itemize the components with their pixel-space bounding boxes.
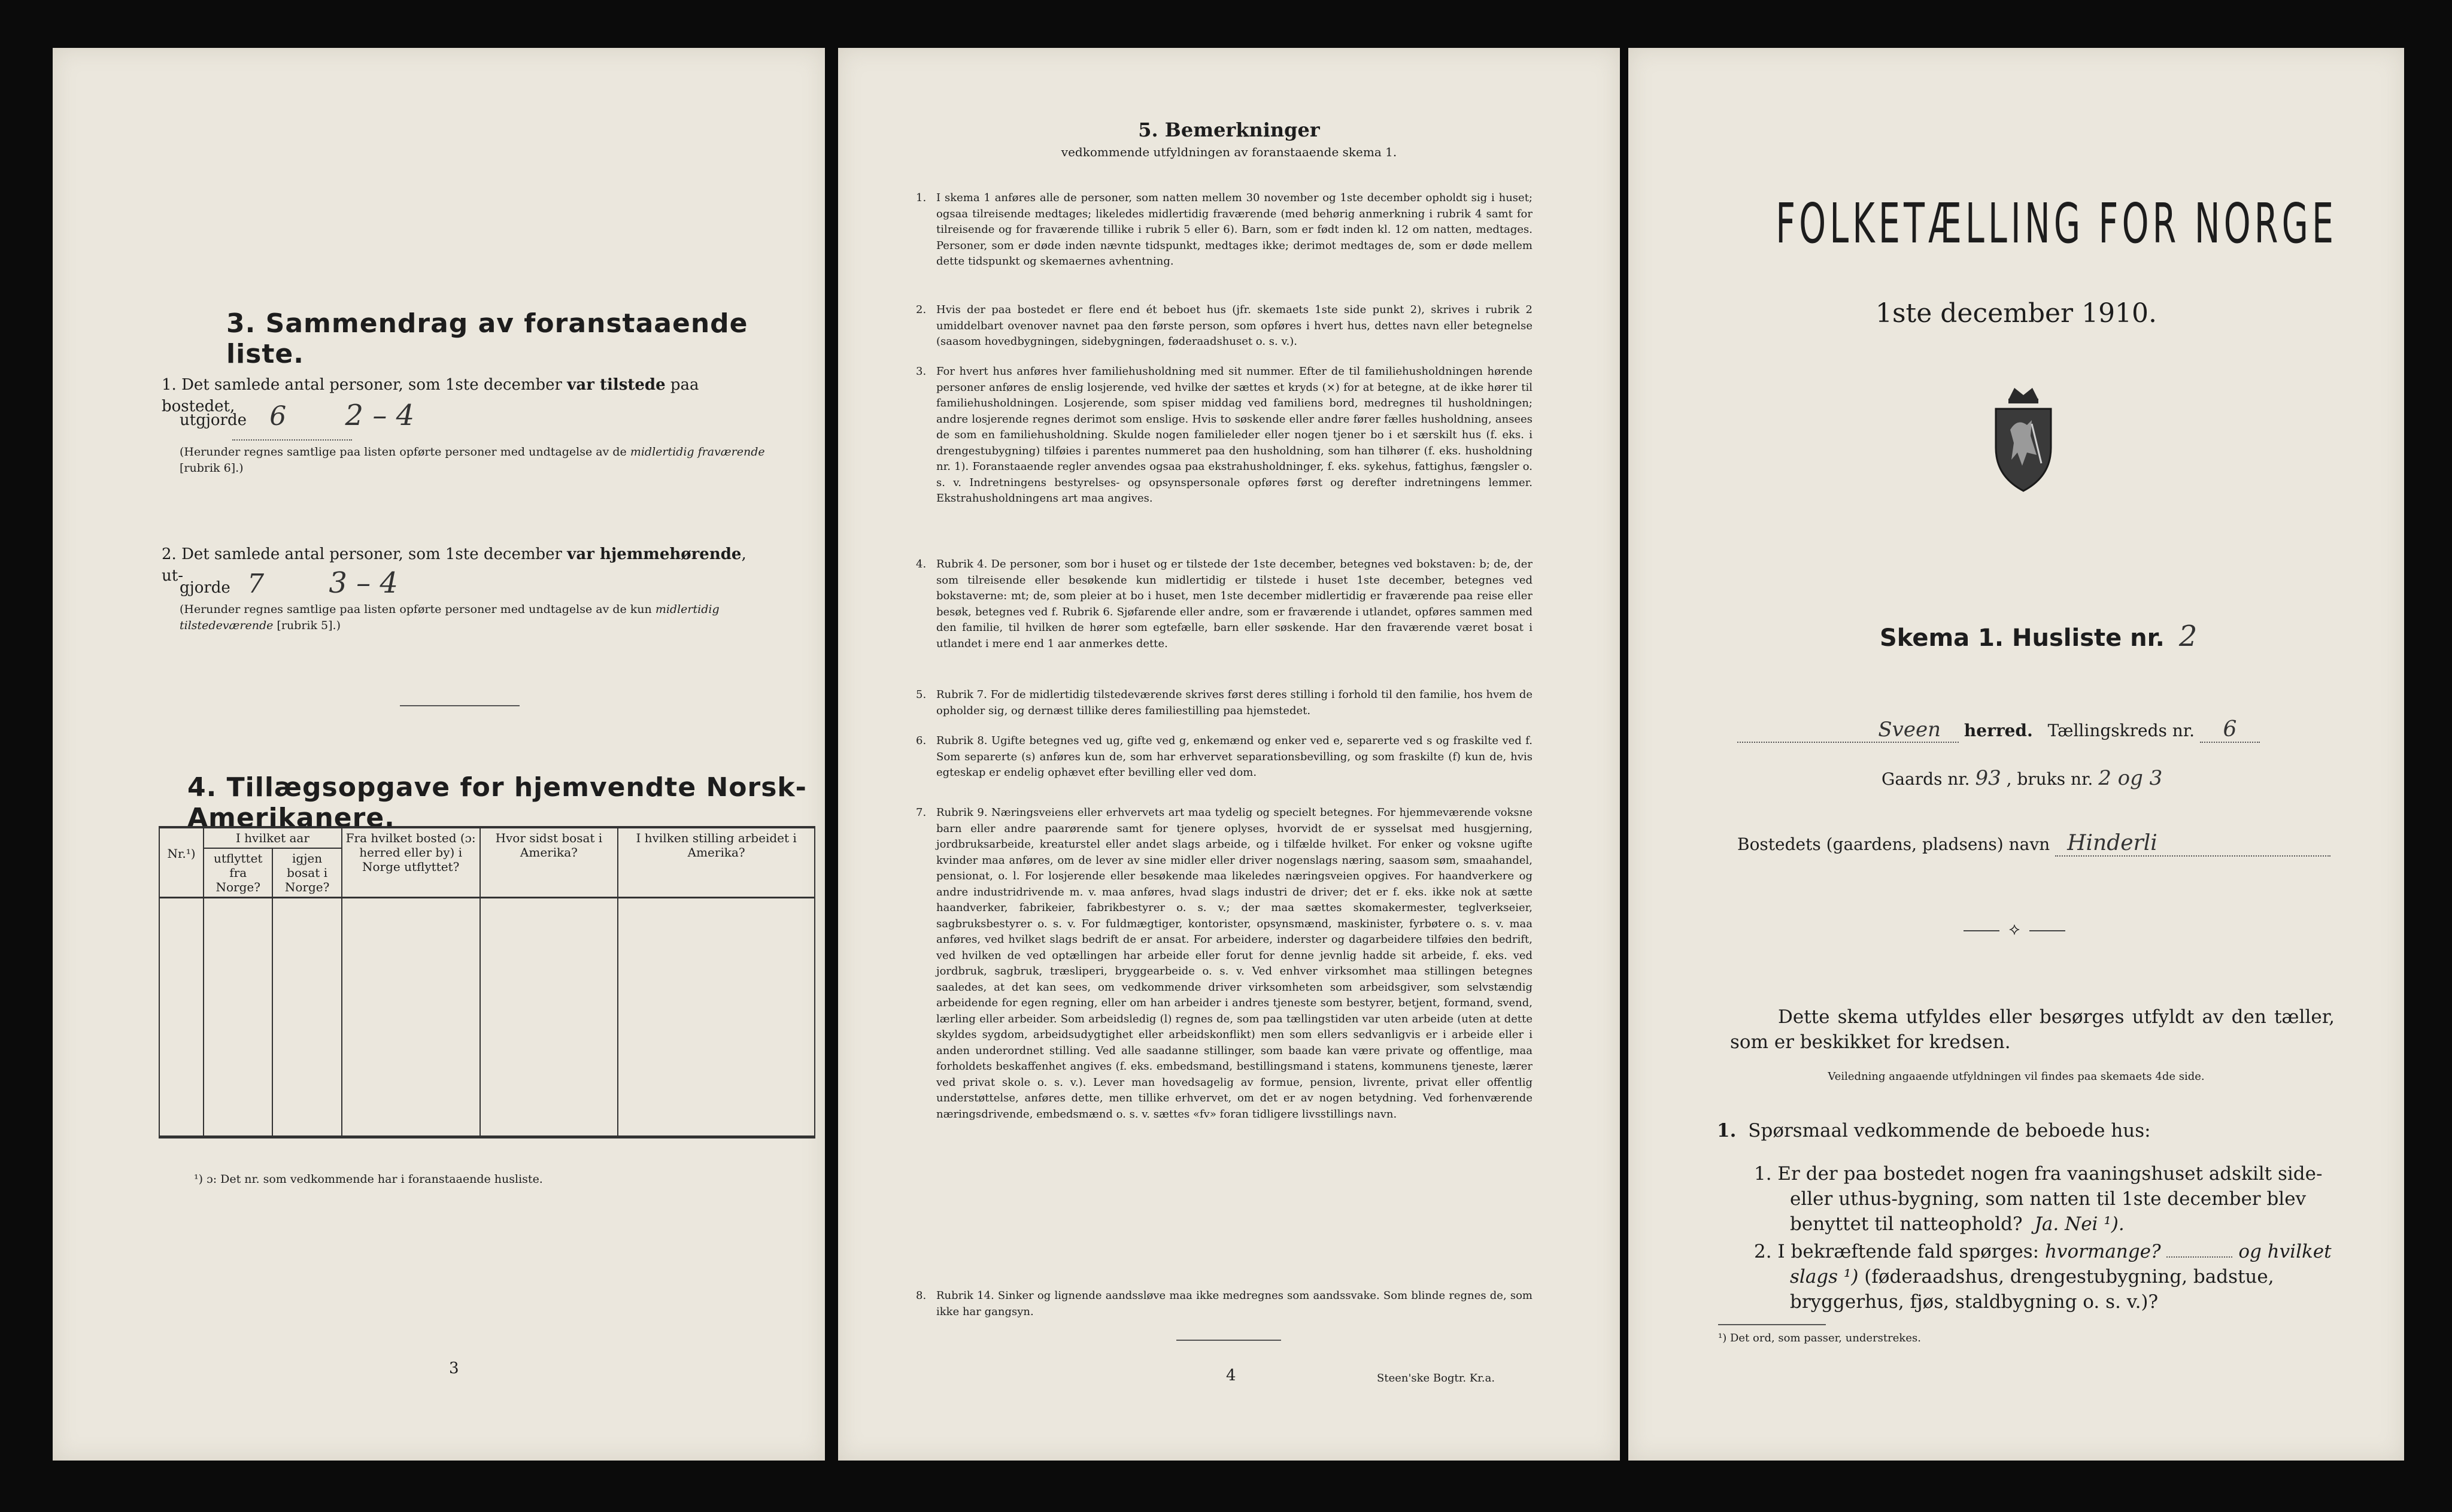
item2-handwritten-total: 7 <box>247 569 265 599</box>
remark-1 <box>916 190 1532 270</box>
remark-number: 2. <box>916 303 927 316</box>
table-cell[interactable] <box>204 898 272 1137</box>
item1-utgjorde-label: utgjorde <box>180 411 247 429</box>
table-footnote: ¹) ɔ: Det nr. som vedkommende har i foranstaaende husliste. <box>194 1173 543 1186</box>
table-cell[interactable] <box>480 898 618 1137</box>
question-heading <box>1717 1118 2151 1143</box>
item2-text: 2. Det samlede antal personer, som 1ste december <box>162 545 568 563</box>
remark-3 <box>916 364 1532 507</box>
col-header-utflyttet: utflyttet fra Norge? <box>204 848 272 898</box>
col-header-nr: Nr.¹) <box>159 827 204 898</box>
item2-utgjorde-line <box>180 566 718 600</box>
kreds-value[interactable]: 6 <box>2223 717 2237 742</box>
question-heading-text: Spørsmaal vedkommende de beboede hus: <box>1748 1120 2151 1141</box>
q2-hvormange: hvormange? <box>2044 1241 2161 1262</box>
q2-text-end: (føderaadshus, drengestubygning, badstue, bryggerhus, fjøs, staldbygning o. s. v.)? <box>1790 1266 2274 1313</box>
col-header-group: I hvilket aar <box>204 827 342 848</box>
remark-text: Rubrik 7. For de midlertidig tilstedeværende skrives først deres stilling i forhold til den familie, hos hvem de opholder sig, og dernæst tillike deres familiestilling paa hjemstedet. <box>936 688 1532 717</box>
remark-7 <box>916 805 1532 1122</box>
item2-note-end: [rubrik 5].) <box>273 619 341 632</box>
skema-line <box>1880 620 2197 653</box>
remark-text: Rubrik 14. Sinker og lignende aandssløve maa ikke medregnes som aandssvake. Som blinde regnes de, som ikke har gangsyn. <box>936 1289 1532 1318</box>
q1-answer-options[interactable]: Ja. Nei ¹). <box>2034 1213 2125 1235</box>
norsk-amerikanere-table <box>159 826 815 1138</box>
table-cell[interactable] <box>272 898 341 1137</box>
herred-line <box>1737 717 2396 743</box>
remark-text: Rubrik 8. Ugifte betegnes ved ug, gifte ved g, enkemænd og enker ved e, separerte ved s og fraskilte ved f. Som separerte (s) anføres kun de, som har erhvervet separationsbevilling, og som fraskilte (f) kun de, hvis egteskap er endelig ophævet efter bevilling eller ved dom. <box>936 734 1532 779</box>
cover-footnote: ¹) Det ord, som passer, understrekes. <box>1718 1332 1921 1344</box>
remark-number: 3. <box>916 365 927 378</box>
remark-8 <box>916 1288 1532 1320</box>
col-header-igjen: igjen bosat i Norge? <box>272 848 341 898</box>
page-4-remarks <box>838 48 1620 1461</box>
remark-number: 8. <box>916 1289 927 1302</box>
remark-4 <box>916 557 1532 652</box>
skema-label: Skema 1. Husliste nr. <box>1880 624 2165 652</box>
remark-text: I skema 1 anføres alle de personer, som natten mellem 30 november og 1ste december opholdt sig i huset; ogsaa tilreisende medtages; likeledes midlertidig fraværende (med behørig anmerkning i rubrik 4 samt for tilreisende og for fraværende tillike i rubrik 5 eller 6). Barn, som er født inden kl. 12 om natten, medtages. Personer, som er døde inden nævnte tidspunkt, medtages ikke; derimot medtages de, som er døde mellem dette tidspunkt og skemaernes avhentning. <box>936 192 1532 268</box>
printer-mark: Steen'ske Bogtr. Kr.a. <box>1377 1372 1495 1385</box>
item2-handwritten-detail: 3 – 4 <box>329 566 398 600</box>
item1-utgjorde-line <box>180 399 718 432</box>
norwegian-coat-of-arms-icon <box>1987 376 2059 496</box>
item1-handwritten-detail: 2 – 4 <box>345 399 415 432</box>
item1-bold: var tilstede <box>567 376 666 394</box>
remark-2 <box>916 302 1532 350</box>
remark-text: Hvis der paa bostedet er flere end ét beboet hus (jfr. skemaets 1ste side punkt 2), skrives i rubrik 2 umiddelbart ovenover navnet paa den første person, som opføres i hvert hus, dettes navn eller betegnelse (saasom hovedbygningen, sidebygningen, føderaadshuset o. s. v.). <box>936 303 1532 348</box>
page-number: 4 <box>1226 1367 1236 1385</box>
item1-handwritten-total: 6 <box>269 401 287 432</box>
remark-text: Rubrik 9. Næringsveiens eller erhvervets art maa tydelig og specielt betegnes. For hjemmeværende voksne barn eller andre paarørende samt for tjenere oplyses, hvorvidt de er sysselsat med husgjerning, jordbruksarbeide, kreaturstel eller andet slags arbeide, og i tilfælde hvilket. For enker og voksne ugifte kvinder maa anføres, om de lever av sine midler eller driver nogenslags næring, saasom søm, smaahandel, pensionat, o. l. For losjerende eller besøkende maa likeledes næringsveien opgives. For haandverkere og andre industridrivende m. v. maa anføres, hvad slags industri de driver; det er f. eks. ikke nok at sætte haandverker, fabrikeier, fabrikbestyrer o. s. v.; der maa sættes skomakermester, teglverkseier, sagbruksbestyrer o. s. v. For fuldmægtiger, kontorister, opsynsmænd, maskinister, fyrbøtere o. s. v. maa anføres, ved hvilket slags bedrift de er ansat. For arbeidere, inderster og dagarbeidere tilføies den bedrift, ved hvilken de ved optællingen har arbeide eller forut for denne jevnlig hadde sit arbeide, f. eks. ved jordbruk, sagbruk, træsliperi, bryggearbeide o. s. v. Ved enhver virksomhet maa stillingen betegnes saaledes, at det kan sees, om vedkommende driver virksomheten som arbeidsgiver, som selvstændig arbeidende for egen regning, eller om han arbeider i andres tjeneste som bestyrer, betjent, formand, svend, lærling eller arbeider. Som arbeidsledig (l) regnes de, som paa tællingstiden var uten arbeide (uten at dette skyldes sygdom, arbeidsudygtighet eller arbeidskonflikt) men som ellers sedvanligvis er i arbeide eller i anden underordnet stilling. Ved alle saadanne stillinger, som baade kan være private og offentlige, maa forholdets beskaffenhet angives (f. eks. embedsmand, bestillingsmand i statens, kommunens tjeneste, lærer ved privat skole o. s. v.). Lever man hovedsagelig av formue, pension, livrente, privat eller offentlig understøttelse, anføres dette, men tillike erhvervet, om det er av nogen betydning. Ved forhenværende næringsdrivende, embedsmænd o. s. v. sættes «fv» foran tidligere livsstillings navn. <box>936 806 1532 1121</box>
gaards-label: Gaards nr. <box>1882 769 1970 789</box>
remarks-subtitle: vedkommende utfyldningen av foranstaaende skema 1. <box>1061 145 1397 159</box>
ornament-icon: ⟡ <box>1999 919 2029 939</box>
remark-number: 1. <box>916 192 927 204</box>
remark-5 <box>916 687 1532 719</box>
question-heading-num: 1. <box>1717 1120 1737 1141</box>
herred-value[interactable]: Sveen <box>1878 718 1941 742</box>
item2-note-text: (Herunder regnes samtlige paa listen opførte personer med undtagelse av de kun <box>180 603 656 616</box>
separator-rule <box>400 705 520 706</box>
item1-text: 1. Det samlede antal personer, som 1ste december <box>162 376 568 394</box>
col-header-bosted: Fra hvilket bosted (ɔ: herred eller by) i Norge utflyttet? <box>342 827 480 898</box>
table-cell[interactable] <box>618 898 815 1137</box>
q2-hvormange-field[interactable] <box>2166 1256 2232 1258</box>
item1-text-end: paa bostedet, <box>162 376 699 415</box>
section-4-title: 4. Tillægsopgave for hjemvendte Norsk-Amerikanere. <box>187 772 807 833</box>
bruks-label: , bruks nr. <box>2006 769 2093 789</box>
bruks-value[interactable]: 2 og 3 <box>2098 766 2163 790</box>
item1-note <box>180 444 778 476</box>
col-header-stilling: I hvilken stilling arbeidet i Amerika? <box>618 827 815 898</box>
col-header-sidst: Hvor sidst bosat i Amerika? <box>480 827 618 898</box>
item1-note-italic: midlertidig fraværende <box>630 445 765 459</box>
item1-note-end: [rubrik 6].) <box>180 462 244 475</box>
gaards-line <box>1882 766 2162 790</box>
table-cell[interactable] <box>159 898 204 1137</box>
remark-text: Rubrik 4. De personer, som bor i huset og er tilstede der 1ste december, betegnes ved bokstaven: b; de, der som tilreisende eller besøkende kun midlertidig er tilstede i huset 1ste december, betegnes ved bokstaverne: mt; de, som pleier at bo i huset, men 1ste december midlertidig er fraværende paa reise eller besøk, betegnes ved f. Rubrik 6. Sjøfarende eller andre, som er fraværende i utlandet, opføres sammen med den familie, til hvilken de hører som egtefælle, barn eller søskende. Har den fraværende været bosat i utlandet i mere end 1 aar anmerkes dette. <box>936 558 1532 650</box>
cover-date: 1ste december 1910. <box>1875 298 2157 329</box>
remark-6 <box>916 733 1532 781</box>
remark-text: For hvert hus anføres hver familiehusholdning med sit nummer. Efter de til familiehusholdningen hørende personer anføres de enslig losjerende, ved hvilke der sættes et kryds (×) for at betegne, at de ikke hører til familiehusholdningen. Losjerende, som spiser middag ved familiens bord, medregnes til husholdningen; andre losjerende regnes derimot som enslige. Hvis to søskende eller andre fører fælles husholdning, ansees de som en familiehusholdning. Skulde nogen familieleder eller nogen tjener bo i et særskilt hus (f. eks. i drengestubygning) tilføies i parentes nummeret paa den husholdning, som han tilhører (f. eks. husholdning nr. 1). Foranstaaende regler anvendes ogsaa paa ekstrahusholdninger, f. eks. sykehus, fattighus, fængsler o. s. v. Indretningens bestyrelses- og opsynspersonale opføres først og derefter indretningens lemmer. Ekstrahusholdningens art maa angives. <box>936 365 1532 505</box>
page-3-summary <box>53 48 825 1461</box>
item2-text-end: , ut- <box>162 545 746 585</box>
bosted-line <box>1737 831 2330 857</box>
remark-number: 5. <box>916 688 927 701</box>
gaards-value[interactable]: 93 <box>1975 766 2001 790</box>
question-1 <box>1754 1161 2368 1237</box>
item2-bold: var hjemmehørende <box>567 545 742 563</box>
cover-instruction: Dette skema utfyldes eller besørges utfyldt av den tæller, som er beskikket for kredsen. <box>1730 1006 2335 1053</box>
footnote-rule <box>1718 1324 1826 1325</box>
remark-number: 6. <box>916 734 927 747</box>
separator-rule <box>1176 1340 1281 1341</box>
q2-hvilket-slags: og hvilket slags ¹) <box>1790 1241 2332 1288</box>
item1-dotted-line <box>232 439 352 441</box>
cover-title: FOLKETÆLLING FOR NORGE <box>1776 192 2338 256</box>
question-2 <box>1754 1239 2368 1314</box>
item1-note-text: (Herunder regnes samtlige paa listen opførte personer med undtagelse av de <box>180 445 630 459</box>
item2-note <box>180 602 778 634</box>
remark-number: 7. <box>916 806 927 819</box>
item2-utgjorde-label: gjorde <box>180 579 230 597</box>
kreds-label: Tællingskreds nr. <box>2047 721 2195 740</box>
section-3-title: 3. Sammendrag av foranstaaende liste. <box>226 308 748 369</box>
husliste-nr[interactable]: 2 <box>2178 620 2198 653</box>
cover-instruction-small: Veiledning angaaende utfyldningen vil findes paa skemaets 4de side. <box>1828 1070 2205 1083</box>
bosted-value[interactable]: Hinderli <box>2067 831 2157 855</box>
q1-text: 1. Er der paa bostedet nogen fra vaaningshuset adskilt side- eller uthus-bygning, som natten til 1ste december blev benyttet til natteophold? <box>1754 1163 2323 1235</box>
remarks-title: 5. Bemerkninger <box>1138 119 1320 141</box>
cover-page <box>1628 48 2404 1461</box>
q2-text: 2. I bekræftende fald spørges: <box>1754 1241 2040 1262</box>
remark-number: 4. <box>916 558 927 570</box>
page-number: 3 <box>449 1359 459 1377</box>
table-cell[interactable] <box>342 898 480 1137</box>
item2-note-italic: midlertidig tilstedeværende <box>180 603 720 632</box>
bosted-label: Bostedets (gaardens, pladsens) navn <box>1737 834 2050 854</box>
herred-label: herred. <box>1964 721 2033 740</box>
